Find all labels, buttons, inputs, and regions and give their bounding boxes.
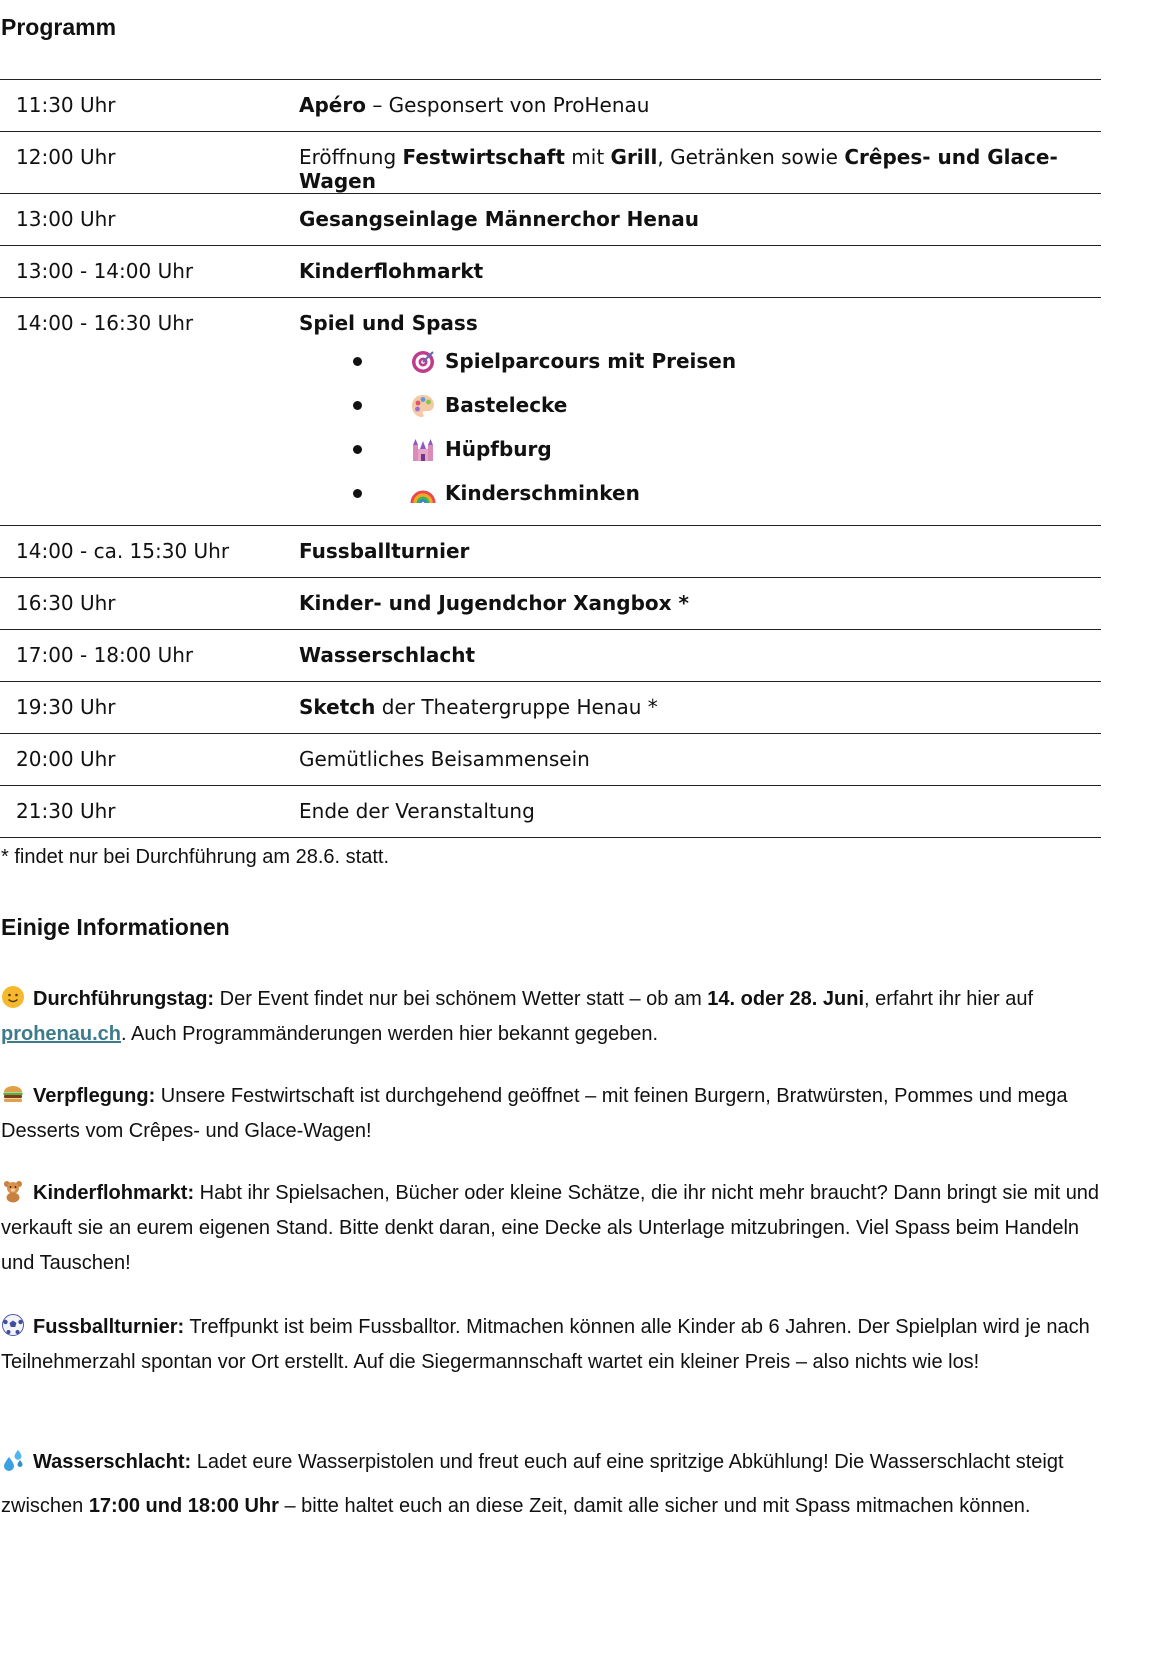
activity-item: [299, 437, 1101, 481]
activity-item: [299, 393, 1101, 437]
bullet-icon: [353, 401, 362, 410]
program-row: [0, 682, 1101, 734]
info-day-text: . Auch Programmänderungen werden hier bekannt gegeben.: [121, 1023, 659, 1045]
program-heading: Programm: [1, 14, 117, 40]
program-time: 13:00 Uhr: [16, 207, 116, 231]
program-description: [299, 734, 1101, 786]
soccer-ball-icon: [1, 1313, 25, 1337]
info-water-text: Ladet eure Wasserpistolen und freut euch auf eine spritzige Abkühlung! Die Wasserschlacht steigt zwischen: [1, 1451, 1064, 1517]
program-row: [0, 132, 1101, 194]
info-flea-text: Kinderflohmarkt:: [33, 1182, 195, 1204]
activity-item: [299, 481, 1101, 525]
info-heading: Einige Informationen: [1, 914, 230, 940]
program-time: 21:30 Uhr: [16, 799, 116, 823]
info-soccer-paragraph: [1, 1310, 1101, 1380]
program-description: [299, 298, 1101, 526]
program-time: 17:00 - 18:00 Uhr: [16, 643, 194, 667]
info-water-text: 17:00 und 18:00 Uhr: [88, 1495, 279, 1517]
bullet-icon: [353, 357, 362, 366]
info-day-text: Durchführungstag:: [33, 988, 215, 1010]
info-day-paragraph: [1, 982, 1101, 1052]
sun-icon: [1, 985, 25, 1009]
program-description-text: Eröffnung: [299, 145, 403, 169]
program-row: [0, 194, 1101, 246]
program-description-text: Fussballturnier: [299, 539, 470, 563]
program-description-text: Festwirtschaft: [402, 145, 565, 169]
program-description: [299, 194, 1101, 246]
program-row: [0, 246, 1101, 298]
program-time: 14:00 - 16:30 Uhr: [16, 311, 194, 335]
program-description: [299, 132, 1101, 194]
program-description-text: Spiel und Spass: [299, 311, 478, 335]
program-description-text: Wasserschlacht: [299, 643, 476, 667]
program-time: 14:00 - ca. 15:30 Uhr: [16, 539, 230, 563]
info-food-paragraph: [1, 1079, 1101, 1149]
burger-icon: [1, 1082, 25, 1106]
program-description-text: Crêpes- und Glace-Wagen: [299, 145, 1058, 193]
bullet-icon: [353, 445, 362, 454]
program-description-text: , Getränken sowie: [657, 145, 845, 169]
info-water-text: Wasserschlacht:: [33, 1451, 192, 1473]
program-description: [299, 526, 1101, 578]
program-description-text: Kinderflohmarkt: [299, 259, 484, 283]
footnote: * findet nur bei Durchführung am 28.6. statt.: [1, 846, 389, 868]
program-row: [0, 526, 1101, 578]
program-time: 19:30 Uhr: [16, 695, 116, 719]
program-description: [299, 80, 1101, 132]
activity-label: Kinderschminken: [445, 481, 640, 505]
info-water-text: – bitte haltet euch an diese Zeit, damit alle sicher und mit Spass mitmachen können.: [278, 1495, 1031, 1517]
program-table: [0, 79, 1101, 838]
website-link[interactable]: prohenau.ch: [1, 1023, 122, 1045]
program-description-text: Apéro: [299, 93, 366, 117]
program-description: [299, 786, 1101, 838]
program-description-text: mit: [564, 145, 611, 169]
program-description-text: Sketch: [299, 695, 376, 719]
info-food-text: Unsere Festwirtschaft ist durchgehend geöffnet – mit feinen Burgern, Bratwürsten, Pommes und mega Desserts vom Crêpes- und Glace-Wagen!: [1, 1085, 1068, 1142]
program-description-text: Ende der Veranstaltung: [299, 799, 535, 823]
program-row: [0, 734, 1101, 786]
info-day-text: 14. oder 28. Juni: [707, 988, 865, 1010]
activity-label: Bastelecke: [445, 393, 568, 417]
water-drops-icon: [1, 1444, 25, 1468]
program-row: [0, 298, 1101, 526]
bullet-icon: [353, 489, 362, 498]
info-soccer-text: Fussballturnier:: [33, 1316, 185, 1338]
program-description-text: Grill: [610, 145, 658, 169]
program-time: 16:30 Uhr: [16, 591, 116, 615]
program-time: 11:30 Uhr: [16, 93, 116, 117]
program-row: [0, 786, 1101, 838]
program-description-text: Gesangseinlage Männerchor Henau: [299, 207, 699, 231]
info-soccer-text: Treffpunkt ist beim Fussballtor. Mitmachen können alle Kinder ab 6 Jahren. Der Spielplan wird je nach Teilnehmerzahl spontan vor Ort erstellt. Auf die Siegermannschaft wartet ein kleiner Preis – also nichts wie los!: [1, 1316, 1090, 1373]
info-food-text: Verpflegung:: [33, 1085, 156, 1107]
program-description: [299, 246, 1101, 298]
program-description-text: der Theatergruppe Henau *: [375, 695, 658, 719]
program-description-text: – Gesponsert von ProHenau: [365, 93, 650, 117]
target-icon: [410, 349, 436, 375]
teddy-bear-icon: [1, 1179, 25, 1203]
program-description: [299, 682, 1101, 734]
activity-label: Hüpfburg: [445, 437, 552, 461]
program-row: [0, 578, 1101, 630]
program-time: 12:00 Uhr: [16, 145, 116, 169]
activity-item: [299, 349, 1101, 393]
program-row: [0, 630, 1101, 682]
program-description: [299, 630, 1101, 682]
rainbow-icon: [410, 481, 436, 507]
info-flea-paragraph: [1, 1176, 1101, 1281]
palette-icon: [410, 393, 436, 419]
program-description: [299, 578, 1101, 630]
info-day-text: , erfahrt ihr hier auf: [864, 988, 1033, 1010]
program-time: 13:00 - 14:00 Uhr: [16, 259, 194, 283]
program-description-text: Gemütliches Beisammensein: [299, 747, 590, 771]
info-water-paragraph: [1, 1440, 1101, 1528]
info-flea-text: Habt ihr Spielsachen, Bücher oder kleine Schätze, die ihr nicht mehr braucht? Dann bringt sie mit und verkauft sie an eurem eigenen Stand. Bitte denkt daran, eine Decke als Unterlage mitzubringen. Viel Spass beim Handeln und Tauschen!: [1, 1182, 1100, 1274]
program-row: [0, 80, 1101, 132]
castle-icon: [410, 437, 436, 463]
program-time: 20:00 Uhr: [16, 747, 116, 771]
program-description-text: Kinder- und Jugendchor Xangbox *: [299, 591, 689, 615]
info-day-text: Der Event findet nur bei schönem Wetter statt – ob am: [214, 988, 708, 1010]
activity-list: [299, 349, 1101, 525]
activity-label: Spielparcours mit Preisen: [445, 349, 737, 373]
